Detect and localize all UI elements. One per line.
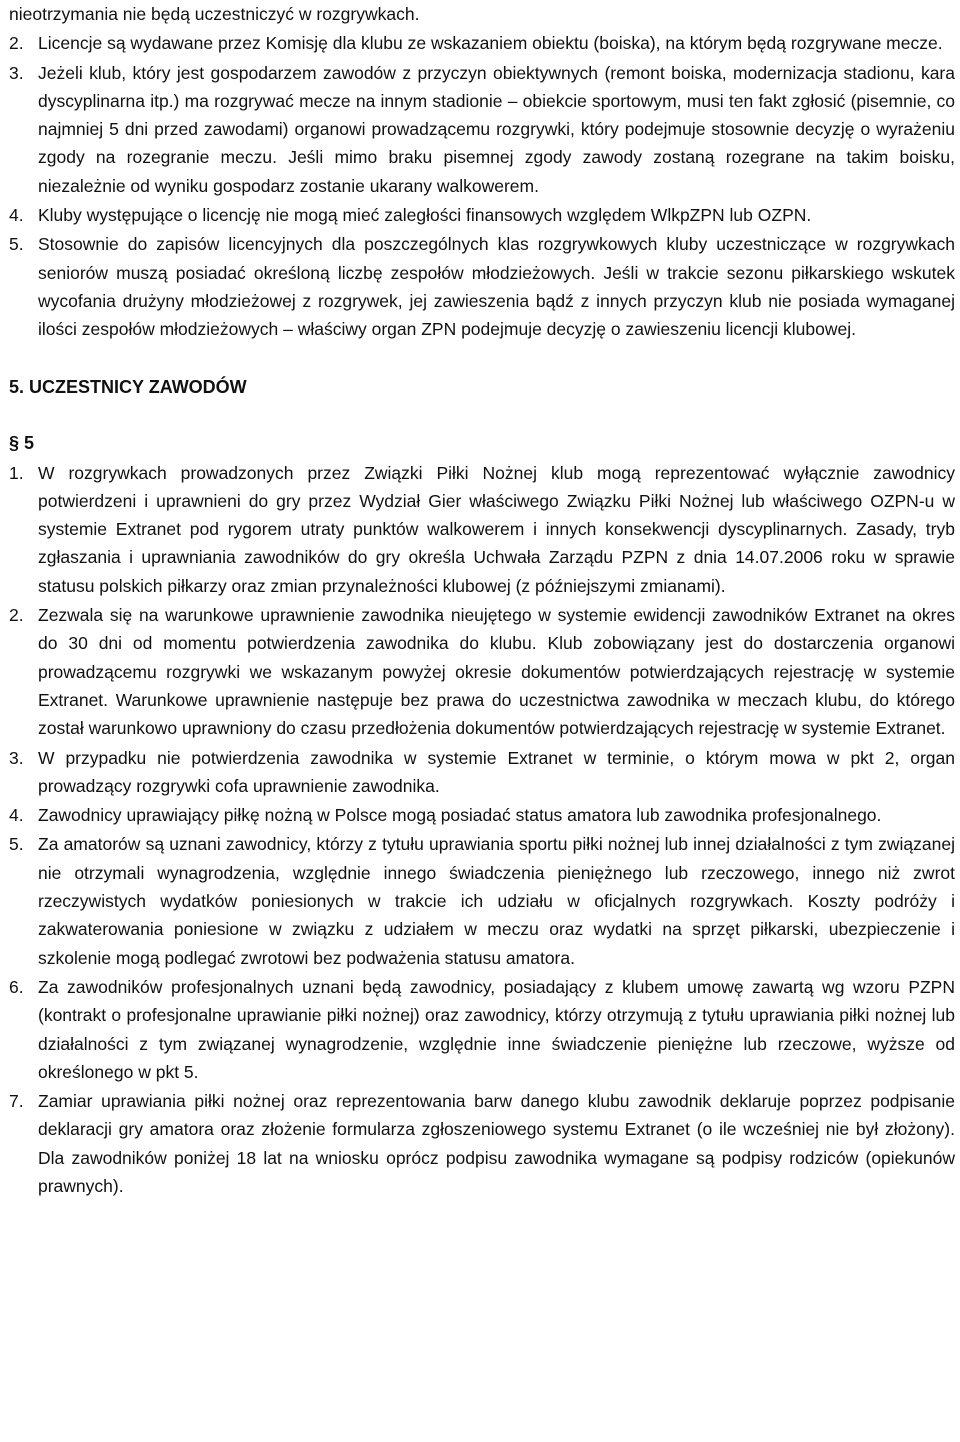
section-item-6 — [9, 973, 955, 1086]
item-text: Za amatorów są uznani zawodnicy, którzy z tytułu uprawiania sportu piłki nożnej lub innej działalności z tym związanej nie otrzymali wynagrodzenia, względnie innego świadczenia pieniężnego lub rzeczowego, innego niż zwrot rzeczywistych wydatków poniesionych w trakcie ich udziału w oficjalnych rozgrywkach. Koszty podróży i zakwaterowania poniesione w związku z udziałem w meczu oraz wydatki na sprzęt piłkarski, ubezpieczenie i szkolenie mogą podlegać zwrotowi bez podważenia statusu amatora. — [38, 834, 955, 968]
item-number: 3. — [9, 747, 24, 768]
item-text: Zezwala się na warunkowe uprawnienie zawodnika nieujętego w systemie ewidencji zawodników Extranet na okres do 30 dni od momentu potwierdzenia zawodnika do klubu. Klub zobowiązany jest do dostarczenia organowi prowadzącemu rozgrywki we wskazanym powyżej okresie dokumentów potwierdzających rejestrację w systemie Extranet. Warunkowe uprawnienie następuje bez prawa do uczestnictwa zawodnika w meczach klubu, do którego został warunkowo uprawniony do czasu przedłożenia dokumentów potwierdzających rejestrację w systemie Extranet. — [38, 605, 955, 739]
list-item-2 — [9, 29, 955, 57]
section-item-7 — [9, 1087, 955, 1200]
list-item-5 — [9, 230, 955, 343]
chapter-heading: 5. UCZESTNICY ZAWODÓW — [9, 376, 247, 397]
item-text: Jeżeli klub, który jest gospodarzem zawodów z przyczyn obiektywnych (remont boiska, modernizacja stadionu, kara dyscyplinarna itp.) ma rozgrywać mecze na innym stadionie – obiekcie sportowym, musi ten fakt zgłosić (pisemnie, co najmniej 5 dni przed zawodami) organowi prowadzącemu rozgrywki, który podejmuje stosownie decyzję o wyrażeniu zgody na rozegranie meczu. Jeśli mimo braku pisemnej zgody zawody zostaną rozegrane na takim boisku, niezależnie od wyniku gospodarz zostanie ukarany walkowerem. — [38, 62, 955, 196]
item-text: Kluby występujące o licencję nie mogą mieć zaległości finansowych względem WlkpZPN lub OZPN. — [38, 205, 812, 226]
continuation-text — [9, 0, 955, 28]
item-text: Stosownie do zapisów licencyjnych dla poszczególnych klas rozgrywkowych kluby uczestniczące w rozgrywkach seniorów muszą posiadać określoną liczbę zespołów młodzieżowych. Jeśli w trakcie sezonu piłkarskiego wskutek wycofania drużyny młodzieżowej z rozgrywek, jej zawieszenia bądź z innych przyczyn klub nie posiada wymaganej ilości zespołów młodzieżowych – właściwy organ ZPN podejmuje decyzję o zawieszeniu licencji klubowej. — [38, 234, 955, 340]
item-number: 5. — [9, 234, 24, 255]
item-number: 5. — [9, 834, 24, 855]
section-item-5 — [9, 830, 955, 971]
section-item-1 — [9, 459, 955, 600]
item-number: 3. — [9, 62, 24, 83]
list-item-3 — [9, 59, 955, 200]
section-item-2 — [9, 601, 955, 742]
list-item-4 — [9, 201, 955, 229]
section-item-3 — [9, 744, 955, 801]
item-text: Zamiar uprawiania piłki nożnej oraz reprezentowania barw danego klubu zawodnik deklaruje poprzez podpisanie deklaracji gry amatora oraz złożenie formularza zgłoszeniowego systemu Extranet (o ile wcześniej nie był złożony). Dla zawodników poniżej 18 lat na wniosku oprócz podpisu zawodnika wymagane są podpisy rodziców (opiekunów prawnych). — [38, 1091, 955, 1196]
item-number: 4. — [9, 205, 24, 226]
item-text: Za zawodników profesjonalnych uznani będą zawodnicy, posiadający z klubem umowę zawartą wg wzoru PZPN (kontrakt o profesjonalne uprawianie piłki nożnej) oraz zawodnicy, którzy otrzymują z tytułu uprawiania piłki nożnej lub działalności z tym związanej wynagrodzenie, względnie inne świadczenie pieniężne lub rzeczowe, wyższe od określonego w pkt 5. — [38, 976, 955, 1082]
section-item-4 — [9, 801, 955, 829]
item-number: 2. — [9, 33, 24, 54]
item-number: 2. — [9, 605, 24, 626]
continuation-line: nieotrzymania nie będą uczestniczyć w rozgrywkach. — [9, 4, 420, 24]
item-number: 4. — [9, 805, 24, 826]
item-number: 6. — [9, 976, 24, 997]
item-text: W przypadku nie potwierdzenia zawodnika w systemie Extranet w terminie, o którym mowa w pkt 2, organ prowadzący rozgrywki cofa uprawnienie zawodnika. — [38, 747, 955, 796]
item-text: W rozgrywkach prowadzonych przez Związki Piłki Nożnej klub mogą reprezentować wyłącznie zawodnicy potwierdzeni i uprawnieni do gry przez Wydział Gier właściwego Związku Piłki Nożnej lub właściwego OZPN-u w systemie Extranet pod rygorem utraty punktów walkowerem i innych konsekwencji dyscyplinarnych. Zasady, tryb zgłaszania i uprawniania zawodników do gry określa Uchwała Zarządu PZPN z dnia 14.07.2006 roku w sprawie statusu polskich piłkarzy oraz zmian przynależności klubowej (z późniejszymi zmianami). — [38, 462, 955, 596]
item-number: 7. — [9, 1091, 24, 1112]
item-text: Zawodnicy uprawiający piłkę nożną w Polsce mogą posiadać status amatora lub zawodnika profesjonalnego. — [38, 805, 882, 826]
item-text: Licencje są wydawane przez Komisję dla klubu ze wskazaniem obiektu (boiska), na którym będą rozgrywane mecze. — [38, 33, 943, 54]
item-number: 1. — [9, 462, 24, 483]
section-mark: § 5 — [9, 432, 35, 453]
